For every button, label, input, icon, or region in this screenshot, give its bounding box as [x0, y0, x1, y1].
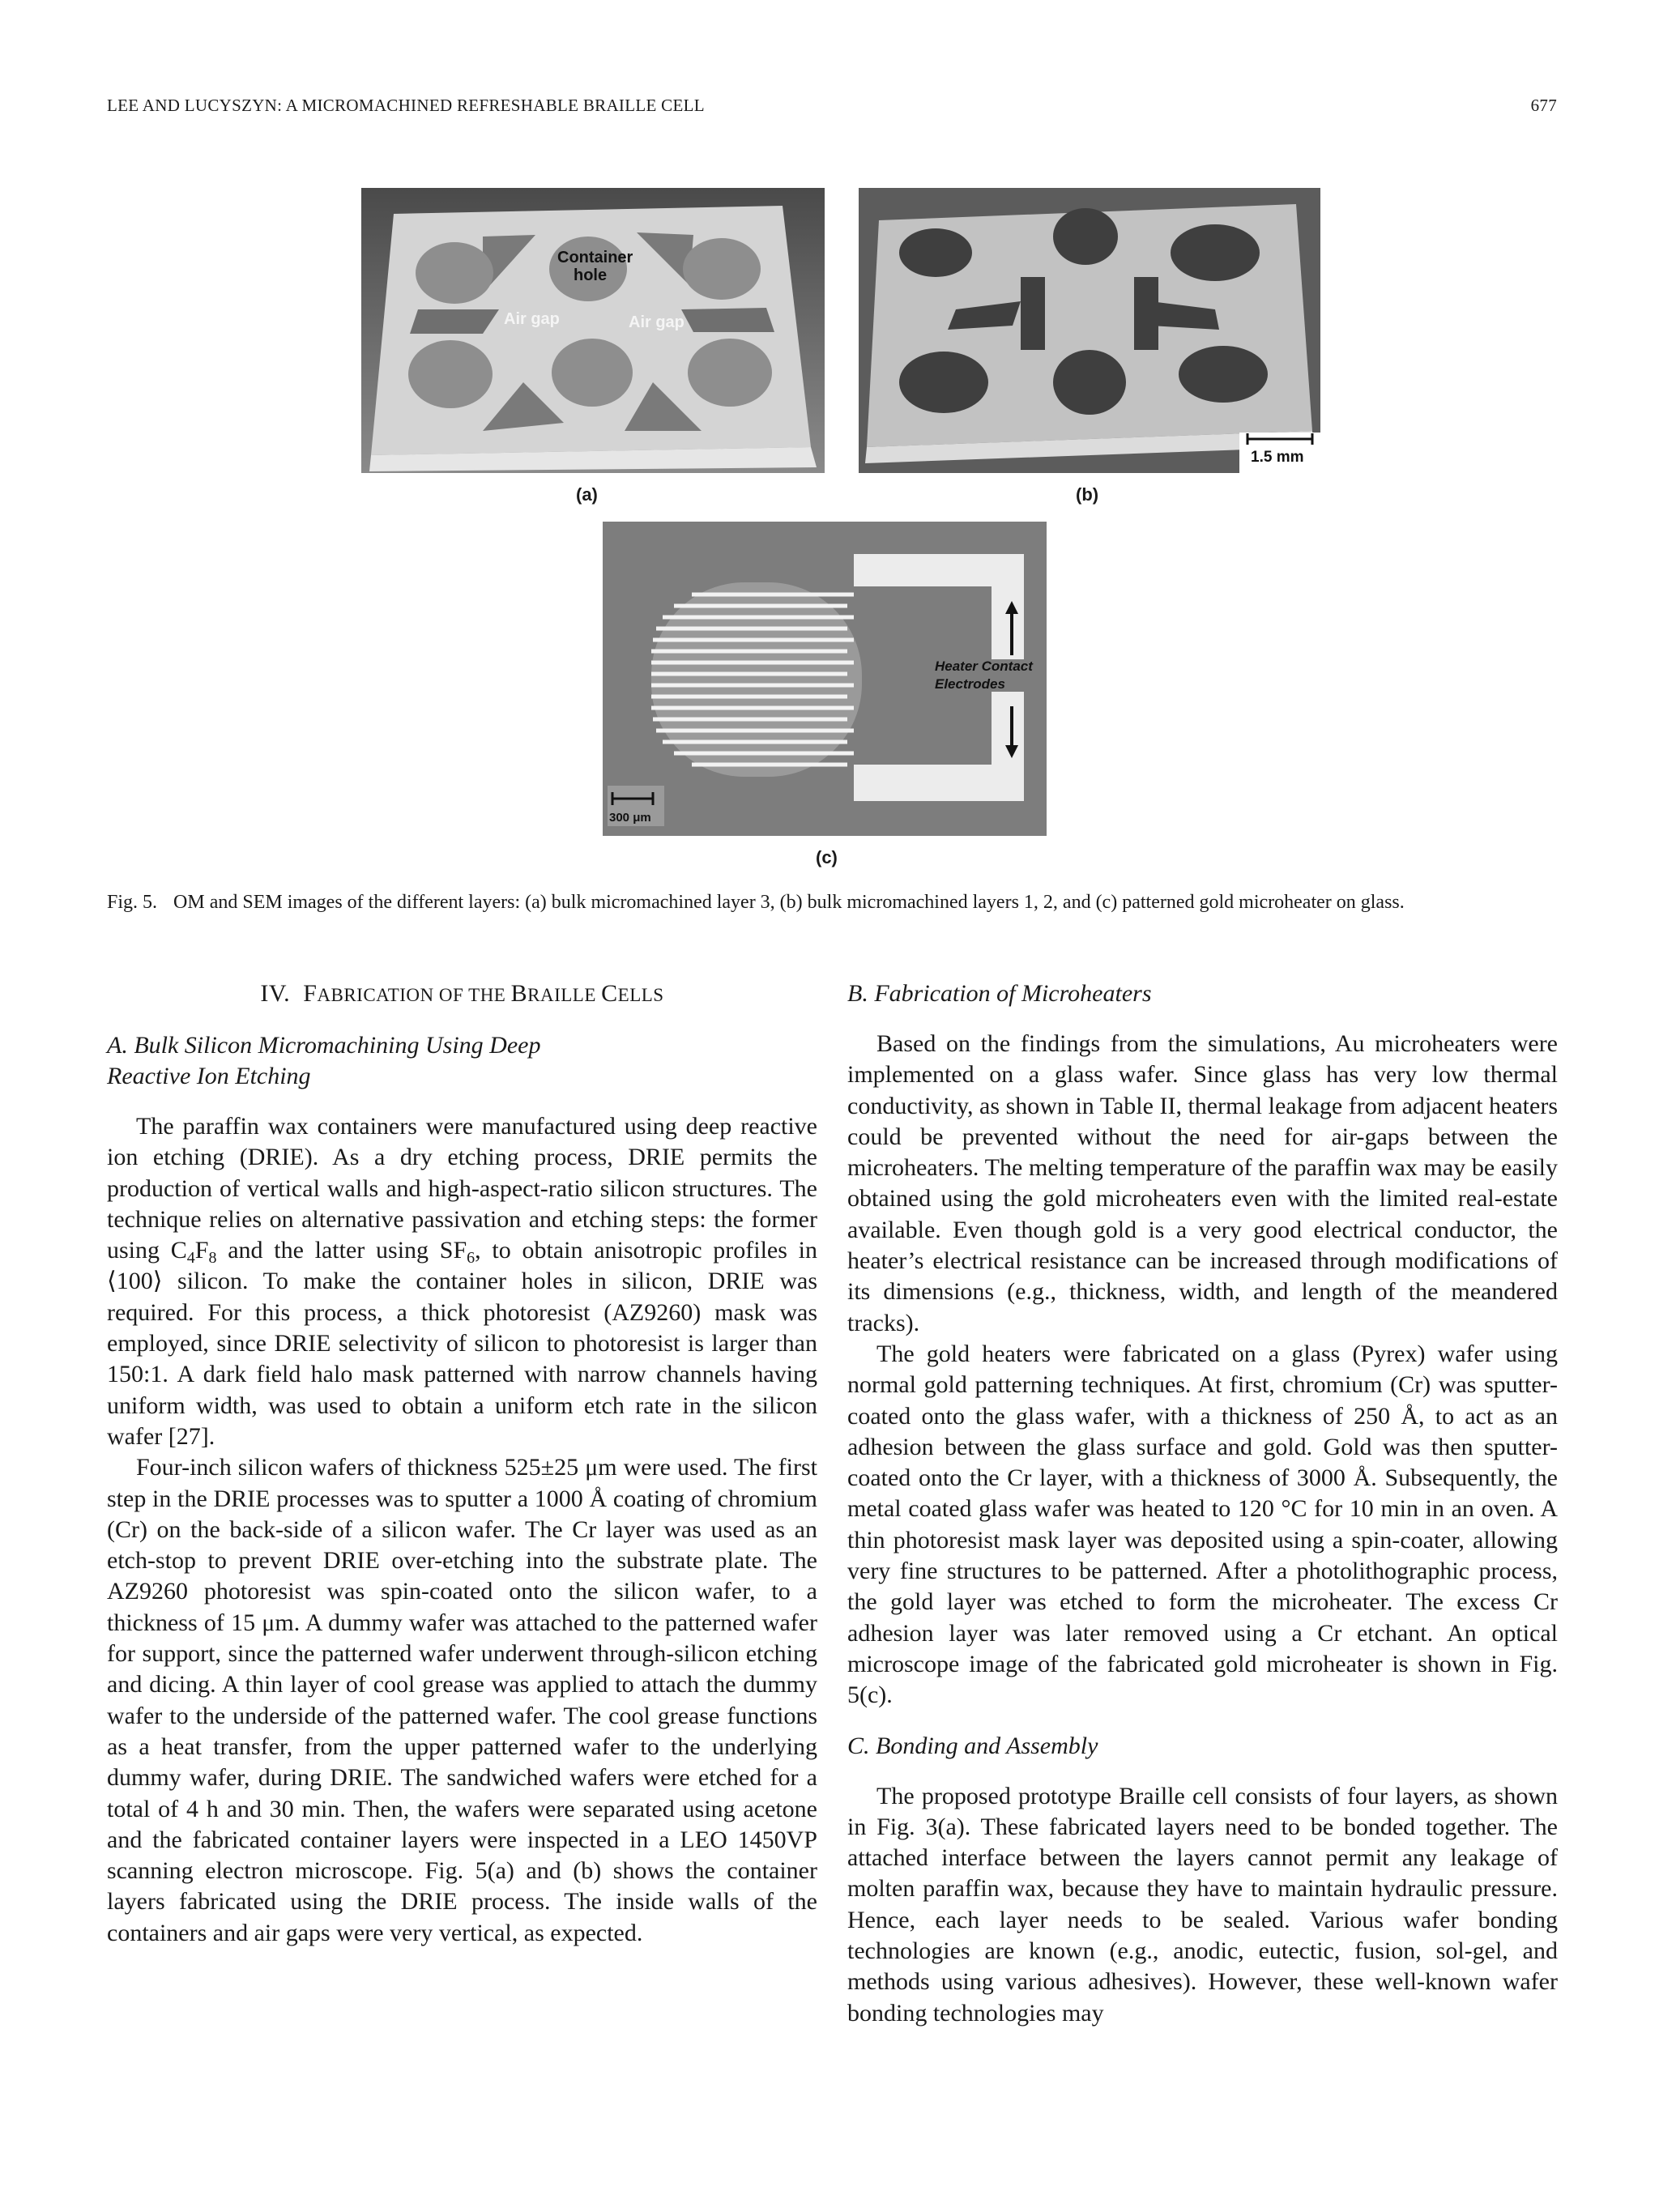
figure-caption [107, 889, 1557, 915]
figure-panel-c [603, 522, 1047, 836]
panel-a-label: (a) [576, 484, 598, 505]
page-number: 677 [1530, 96, 1557, 115]
subsection-b-heading: B. Fabrication of Microheaters [847, 980, 1152, 1007]
annotation-electrodes: Electrodes [935, 676, 1005, 692]
annotation-air-gap-left: Air gap [504, 310, 560, 328]
paragraph-drie [107, 1111, 817, 1452]
left-column [107, 978, 817, 1949]
scale-bar-c-label: 300 μm [609, 811, 651, 825]
annotation-heater-contact: Heater Contact [935, 658, 1033, 674]
section-title-cap-1: F [303, 980, 318, 1007]
subsection-a-line-2: Reactive Ion Etching [107, 1063, 311, 1089]
figure-panel-a [361, 188, 825, 473]
subsection-c-heading: C. Bonding and Assembly [847, 1732, 1098, 1759]
section-title-rest-1: ABRICATION OF THE [317, 985, 511, 1005]
subsection-a-line-1: A. Bulk Silicon Micromachining Using Deep [107, 1032, 541, 1059]
annotation-container: Container [557, 249, 633, 266]
section-heading [107, 978, 817, 1011]
section-title-rest-3: ELLS [617, 985, 664, 1005]
annotation-hole: hole [574, 266, 608, 284]
paragraph-bonding: The proposed prototype Braille cell consists of four layers, as shown in Fig. 3(a). These fabricated layers need to be bonded together. The attached interface between the layers cannot permit any leakage of molten paraffin wax, because they have to maintain hydraulic pressure. Hence, each layer needs to be sealed. Various wafer bonding technologies are known (e.g., anodic, eutectic, fusion, sol-gel, and methods using various adhesives). However, these well-known wafer bonding technologies may [847, 1782, 1558, 2027]
section-title-cap-3: C [601, 980, 618, 1007]
p1-text-4: , to obtain anisotropic profiles in ⟨100⟩ silicon. To make the container holes in silicon, DRIE was required. For this process, a thick photoresist (AZ9260) mask was employed, since DRIE selectivity of silicon to photoresist is larger than 150:1. A dark field halo mask patterned with narrow channels having uniform width, was used to obtain a uniform etch rate in the silicon wafer [27]. [107, 1237, 817, 1450]
right-column [847, 978, 1558, 2029]
caption-text: OM and SEM images of the different layers: (a) bulk micromachined layer 3, (b) bulk micromachined layers 1, 2, and (c) patterned gold microheater on glass. [173, 892, 1405, 913]
p1-sub-3: 6 [467, 1249, 476, 1268]
section-title-cap-2: B [510, 980, 528, 1007]
caption-figure-number: Fig. 5. [107, 892, 158, 913]
p1-text-3: and the latter using SF [216, 1237, 467, 1264]
paragraph-wafers: Four-inch silicon wafers of thickness 525±25 μm were used. The first step in the DRIE processes was to sputter a 1000 Å coating of chromium (Cr) on the back-side of a silicon wafer. The Cr layer was used as an etch-stop to prevent DRIE over-etching into the substrate plate. The AZ9260 photoresist was spin-coated onto the silicon wafer, to a thickness of 15 μm. A dummy wafer was attached to the patterned wafer for support, since the patterned wafer underwent through-silicon etching and dicing. A thin layer of cool grease was applied to attach the dummy wafer to the underside of the patterned wafer. The cool grease functions as a heat transfer, from the upper patterned wafer to the underlying dummy wafer, during DRIE. The sandwiched wafers were etched for a total of 4 h and 30 min. Then, the wafers were separated using acetone and the fabricated container layers were inspected in a LEO 1450VP scanning electron microscope. Fig. 5(a) and (b) shows the container layers fabricated using the DRIE process. The inside walls of the containers and air gaps were very vertical, as expected. [107, 1454, 817, 1946]
p1-sub-2: 8 [208, 1249, 217, 1268]
paragraph-gold-heaters: The gold heaters were fabricated on a glass (Pyrex) wafer using normal gold patterning techniques. At first, chromium (Cr) was sputter-coated onto the glass wafer, with a thickness of 250 Å, to act as an adhesion between the glass surface and gold. Gold was then sputter-coated onto the Cr layer, with a thickness of 3000 Å. Subsequently, the metal coated glass wafer was heated to 120 °C for 10 min in an oven. A thin photoresist mask layer was deposited using a spin-coater, allowing very fine structures to be patterned. After a photolithographic process, the gold layer was etched to form the microheater. The excess Cr adhesion layer was later removed using a Cr etchant. An optical microscope image of the fabricated gold microheater is shown in Fig. 5(c). [847, 1340, 1558, 1709]
panel-b-label: (b) [1076, 484, 1099, 505]
scale-bar-b-label: 1.5 mm [1251, 449, 1304, 466]
panel-a-image [361, 188, 825, 473]
section-title-rest-2: RAILLE [527, 985, 602, 1005]
running-title: LEE AND LUCYSZYN: A MICROMACHINED REFRESHABLE BRAILLE CELL [107, 96, 705, 115]
running-head [107, 96, 1557, 120]
p1-text-1: The paraffin wax containers were manufactured using deep reactive ion etching (DRIE). As a dry etching process, DRIE permits the production of vertical walls and high-aspect-ratio silicon structures. The technique relies on alternative passivation and etching steps: the former using C [107, 1113, 817, 1264]
panel-c-label: (c) [816, 847, 838, 867]
paragraph-microheaters: Based on the findings from the simulations, Au microheaters were implemented on a glass wafer. Since glass has very low thermal conductivity, as shown in Table II, thermal leakage from adjacent heaters could be prevented without the need for air-gaps between the microheaters. The melting temperature of the paraffin wax may be easily obtained using the gold microheaters even with the limited real-estate available. Even though gold is a very good electrical conductor, the heater’s electrical resistance can be increased through modifications of its dimensions (e.g., thickness, width, and length of the meandered tracks). [847, 1030, 1558, 1336]
meander-heater [651, 582, 862, 777]
section-number: IV. [260, 980, 291, 1007]
p1-text-2: F [194, 1237, 209, 1264]
p1-sub-1: 4 [186, 1249, 195, 1268]
subsection-a-heading [107, 1030, 817, 1092]
annotation-air-gap-right: Air gap [629, 313, 684, 331]
panel-b-image [859, 188, 1320, 473]
figure-panel-b [859, 188, 1320, 473]
panel-c-image [603, 522, 1047, 836]
